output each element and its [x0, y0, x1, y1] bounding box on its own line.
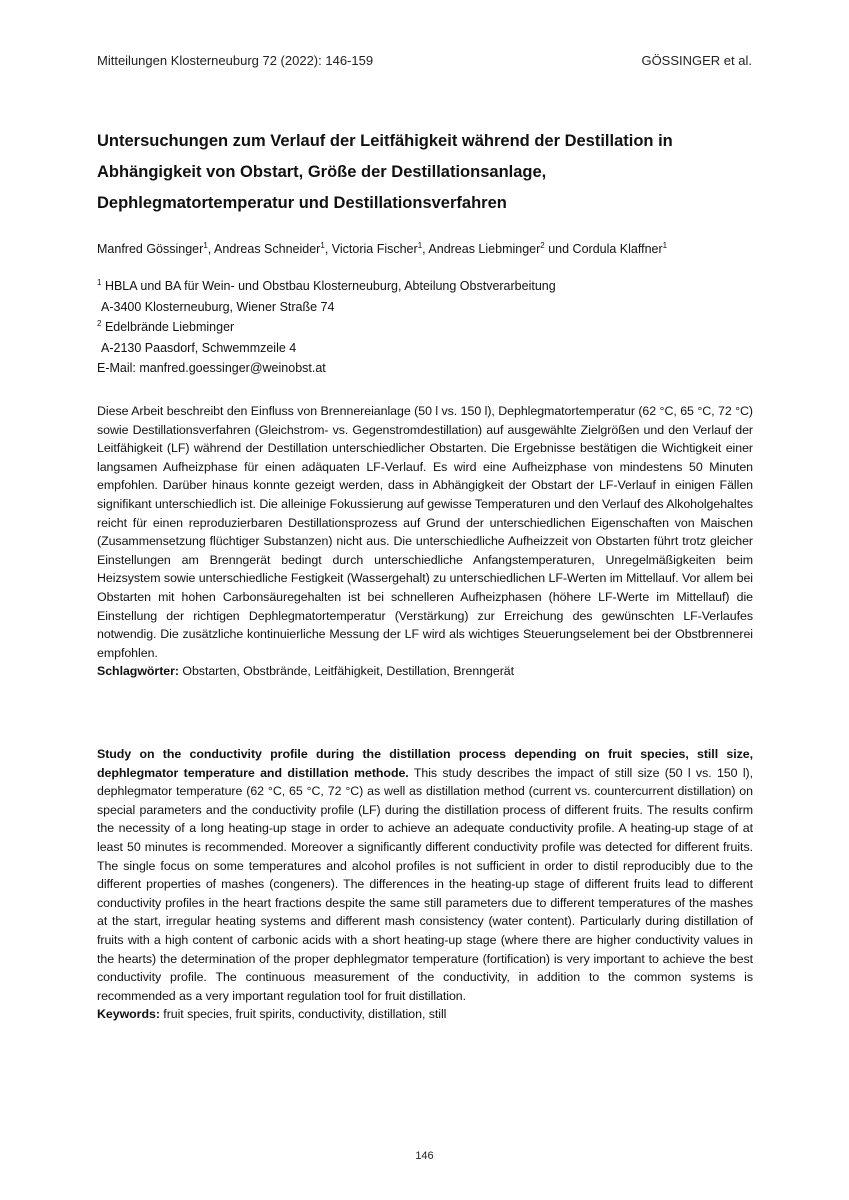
author-separator: , — [207, 242, 215, 256]
title-line: Dephlegmatortemperatur und Destillationsverfahren — [97, 194, 507, 212]
author-affiliation-mark: 1 — [417, 241, 423, 250]
title-line: Abhängigkeit von Obstart, Größe der Destillationsanlage, — [97, 163, 547, 181]
keywords-list: Obstarten, Obstbrände, Leitfähigkeit, Destillation, Brenngerät — [178, 664, 515, 679]
keywords-list: fruit species, fruit spirits, conductivity, distillation, still — [159, 1007, 447, 1022]
affiliation-mark: 1 — [97, 278, 102, 287]
abstract-text — [97, 745, 753, 1005]
abstract-english-title: Study on the conductivity profile during the distillation process depending on fruit species, still size, dephlegmator temperature and distillation methode. — [97, 747, 753, 780]
affiliation-mark: 2 — [97, 319, 102, 328]
author-affiliation-mark: 1 — [203, 241, 208, 250]
running-authors: GÖSSINGER et al. — [641, 53, 752, 68]
author-name: Manfred Gössinger — [97, 242, 204, 256]
keywords-english — [97, 1005, 753, 1024]
keywords-label: Keywords: — [97, 1007, 160, 1022]
contact-email: E-Mail: manfred.goessinger@weinobst.at — [97, 361, 326, 375]
author-affiliation-mark: 1 — [320, 241, 325, 250]
abstract-english-body: This study describes the impact of still size (50 l vs. 150 l), dephlegmator temperature (62 °C, 65 °C, 72 °C) as well as distillation method (current vs. countercurrent distillation) on special parameters and the conductivity profile (LF) during the distillation process of different fruits. The results confirm the necessity of a long heating-up stage in order to achieve an adequate conductivity profile. A heating-up stage of at least 50 minutes is recommended. Moreover a significantly different conductivity profile was detected for different fruits. The single focus on some temperatures and alcohol profiles is not sufficient in order to distil reproducibly due to the different properties of mashes (congeners). The differences in the heating-up stage of different fruits lead to different conductivity profiles in the heart fractions despite the same still parameters due to different temperatures of the mashes at the start, irregular heating systems and different mash consistency (water content). Particularly during distillation of fruits with a high content of carbonic acids with a short heating-up stage (where there are higher conductivity values in the hearts) the determination of the proper dephlegmator temperature (fortification) is very important to achieve the best conductivity profile. The continuous measurement of the conductivity, in addition to the common systems is recommended as a very important regulation tool for fruit distillation. — [97, 765, 753, 1003]
abstract-german — [97, 402, 753, 681]
author-name: Andreas Liebminger — [428, 242, 541, 256]
journal-citation: Mitteilungen Klosterneuburg 72 (2022): 146-159 — [97, 53, 374, 68]
affiliation-institution: Edelbrände Liebminger — [104, 320, 235, 334]
author-separator: und — [544, 242, 573, 256]
affiliation-address: A-2130 Paasdorf, Schwemmzeile 4 — [101, 340, 297, 355]
page-number: 146 — [415, 1150, 434, 1162]
running-header — [97, 53, 752, 68]
affiliation-2 — [97, 317, 757, 338]
author-affiliation-mark: 1 — [662, 241, 668, 250]
paper-title — [97, 126, 757, 219]
author-separator: , — [422, 242, 429, 256]
keywords-label: Schlagwörter: — [97, 664, 179, 679]
title-line: Untersuchungen zum Verlauf der Leitfähigkeit während der Destillation in — [97, 132, 673, 150]
abstract-english — [97, 745, 753, 1024]
keywords-german — [97, 662, 753, 681]
affiliation-institution: HBLA und BA für Wein- und Obstbau Klosterneuburg, Abteilung Obstverarbeitung — [104, 279, 556, 293]
affiliation-address: A-3400 Klosterneuburg, Wiener Straße 74 — [101, 299, 335, 314]
author-name: Andreas Schneider — [214, 242, 321, 256]
author-name: Cordula Klaffner — [572, 242, 663, 256]
author-affiliation-mark: 2 — [540, 241, 545, 250]
abstract-text: Diese Arbeit beschreibt den Einfluss von Brennereianlage (50 l vs. 150 l), Dephlegmatortemperatur (62 °C, 65 °C, 72 °C) sowie Destillationsverfahren (Gleichstrom- vs. Gegenstromdestillation) auf ausgewählte Zielgrößen und den Verlauf der Leitfähigkeit (LF) während der Destillation unterschiedlicher Obstarten. Die Ergebnisse bestätigen die Wichtigkeit einer langsamen Aufheizphase für einen adäquaten LF-Verlauf. Es wird eine Aufheizphase von mindestens 50 Minuten empfohlen. Darüber hinaus konnte gezeigt werden, dass in Abhängigkeit der Obstart der LF-Verlauf in einigen Fällen signifikant unterschiedlich ist. Die alleinige Fokussierung auf gewisse Temperaturen und den Verlauf des Alkoholgehaltes reicht für einen reproduzierbaren Destillationsprozess auf Grund der unterschiedlichen Eigenschaften von Maischen (Zusammensetzung flüchtiger Substanzen) nicht aus. Die unterschiedliche Aufheizzeit von Obstarten führt trotz gleicher Einstellungen am Brenngerät bedingt durch unterschiedliche Anfangstemperaturen, Unregelmäßigkeiten beim Heizsystem sowie unterschiedliche Festigkeit (Wassergehalt) zu unterschiedlichen LF-Werten im Mittellauf. Vor allem bei Obstarten mit hohen Carbonsäuregehalten ist bei schnelleren Aufheizphasen (höhere LF-Werte im Mittellauf) die Einstellung der richtigen Dephlegmatortemperatur (Verstärkung) zur Erreichung des gewünschten LF-Verlaufes notwendig. Die zusätzliche kontinuierliche Messung der LF wird als wichtiges Steuerungselement bei der Obstbrennerei empfohlen. — [97, 404, 753, 660]
author-separator: , — [324, 242, 332, 256]
author-list — [97, 242, 757, 256]
affiliations — [97, 276, 757, 379]
author-name: Victoria Fischer — [331, 242, 418, 256]
affiliation-1 — [97, 276, 757, 297]
